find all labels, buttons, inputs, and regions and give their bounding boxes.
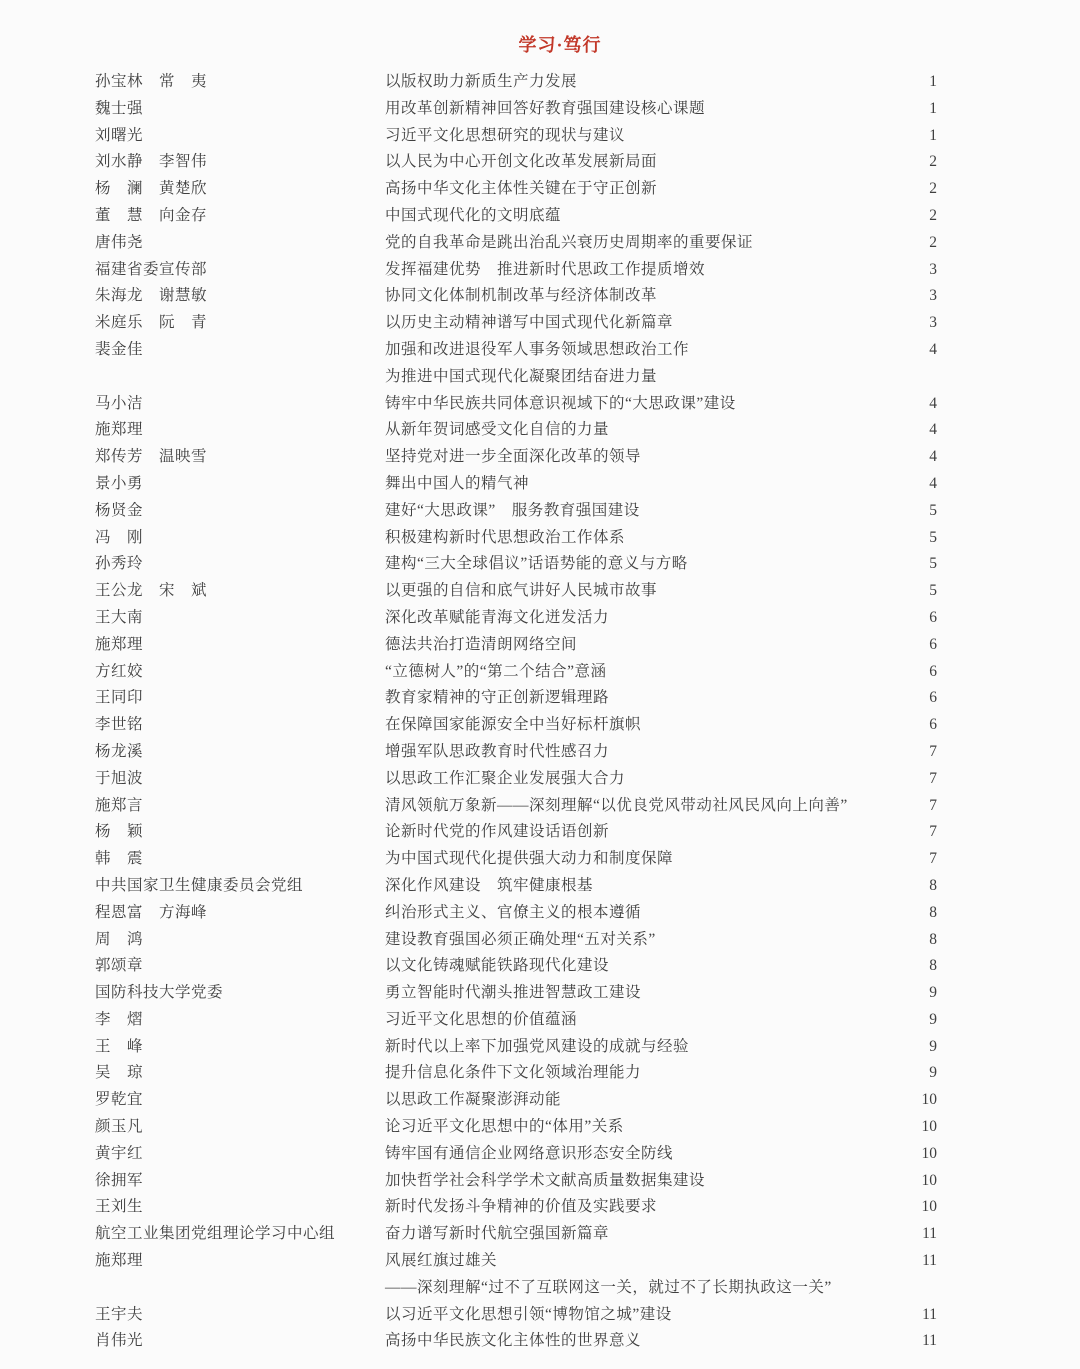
entry-page-number: 5 bbox=[929, 555, 937, 573]
entry-authors: 杨 澜 黄楚欣 bbox=[95, 180, 208, 198]
entry-title bbox=[385, 417, 891, 444]
entry-authors: 郭颂章 bbox=[95, 957, 144, 975]
entry-page-number: 10 bbox=[921, 1091, 937, 1109]
article-title-line: 深化作风建设 筑牢健康根基 bbox=[385, 876, 594, 894]
toc-entry bbox=[95, 980, 937, 1007]
entry-page-number: 10 bbox=[921, 1171, 937, 1189]
article-title-line: 为推进中国式现代化凝聚团结奋进力量 bbox=[385, 367, 658, 385]
article-title-line: 以思政工作凝聚澎湃动能 bbox=[385, 1091, 562, 1109]
toc-entry bbox=[95, 310, 937, 337]
entry-page-number: 9 bbox=[929, 984, 937, 1002]
entry-page-number: 7 bbox=[929, 742, 937, 760]
entry-page-number: 4 bbox=[929, 340, 937, 358]
toc-entry bbox=[95, 337, 937, 391]
article-title-line: 勇立智能时代潮头推进智慧政工建设 bbox=[385, 984, 642, 1002]
toc-entry bbox=[95, 578, 937, 605]
entry-authors: 罗乾宜 bbox=[95, 1091, 144, 1109]
toc-entry bbox=[95, 525, 937, 552]
toc-entry bbox=[95, 605, 937, 632]
entry-authors: 杨贤金 bbox=[95, 501, 144, 519]
entry-page-number: 10 bbox=[921, 1198, 937, 1216]
entry-authors: 福建省委宣传部 bbox=[95, 260, 208, 278]
article-title-line: 以文化铸魂赋能铁路现代化建设 bbox=[385, 957, 610, 975]
entry-title bbox=[385, 605, 891, 632]
toc-entry bbox=[95, 1007, 937, 1034]
article-title-line: 增强军队思政教育时代性感召力 bbox=[385, 742, 610, 760]
entry-authors: 施郑言 bbox=[95, 796, 144, 814]
entry-page-number: 10 bbox=[921, 1118, 937, 1136]
entry-authors: 中共国家卫生健康委员会党组 bbox=[95, 876, 304, 894]
article-title-line: ——深刻理解“过不了互联网这一关，就过不了长期执政这一关” bbox=[385, 1278, 832, 1296]
entry-authors: 魏士强 bbox=[95, 99, 144, 117]
toc-entry bbox=[95, 203, 937, 230]
entry-authors: 王公龙 宋 斌 bbox=[95, 582, 208, 600]
article-title-line: 深化改革赋能青海文化迸发活力 bbox=[385, 608, 610, 626]
article-title-line: 铸牢国有通信企业网络意识形态安全防线 bbox=[385, 1144, 674, 1162]
entry-page-number: 3 bbox=[929, 260, 937, 278]
article-title-line: 高扬中华民族文化主体性的世界意义 bbox=[385, 1332, 642, 1350]
entry-title bbox=[385, 498, 891, 525]
entry-authors: 程恩富 方海峰 bbox=[95, 903, 208, 921]
toc-entry bbox=[95, 551, 937, 578]
article-title-line: 加快哲学社会科学学术文献高质量数据集建设 bbox=[385, 1171, 706, 1189]
toc-entry bbox=[95, 498, 937, 525]
entry-authors: 施郑理 bbox=[95, 421, 144, 439]
article-title-line: 在保障国家能源安全中当好标杆旗帜 bbox=[385, 716, 642, 734]
entry-authors: 肖伟光 bbox=[95, 1332, 144, 1350]
section-title: 学习·笃行 bbox=[518, 35, 602, 55]
entry-page-number: 9 bbox=[929, 1037, 937, 1055]
entry-page-number: 7 bbox=[929, 850, 937, 868]
toc-entry bbox=[95, 659, 937, 686]
article-title-line: 以人民为中心开创文化改革发展新局面 bbox=[385, 153, 658, 171]
entry-authors: 李世铭 bbox=[95, 716, 144, 734]
entry-authors: 杨龙溪 bbox=[95, 742, 144, 760]
entry-authors: 于旭波 bbox=[95, 769, 144, 787]
article-title-line: 以版权助力新质生产力发展 bbox=[385, 73, 578, 90]
article-title-line: 坚持党对进一步全面深化改革的领导 bbox=[385, 448, 642, 466]
article-title-line: 用改革创新精神回答好教育强国建设核心课题 bbox=[385, 99, 706, 117]
article-title-line: 以习近平文化思想引领“博物馆之城”建设 bbox=[385, 1305, 672, 1323]
entry-page-number: 8 bbox=[929, 957, 937, 975]
toc-entry bbox=[95, 123, 937, 150]
entry-authors: 方红姣 bbox=[95, 662, 144, 680]
entry-page-number: 8 bbox=[929, 903, 937, 921]
entry-title bbox=[385, 659, 891, 686]
entry-authors: 王刘生 bbox=[95, 1198, 144, 1216]
toc-entry bbox=[95, 1060, 937, 1087]
entry-title bbox=[385, 819, 891, 846]
toc-entry bbox=[95, 1302, 937, 1329]
toc-entry bbox=[95, 766, 937, 793]
entry-title bbox=[385, 551, 891, 578]
entry-title bbox=[385, 712, 891, 739]
toc-entry bbox=[95, 739, 937, 766]
entry-page-number: 8 bbox=[929, 930, 937, 948]
entry-authors: 颜玉凡 bbox=[95, 1118, 144, 1136]
entry-title bbox=[385, 391, 891, 418]
entry-authors: 唐伟尧 bbox=[95, 233, 144, 251]
article-title-line: 纠治形式主义、官僚主义的根本遵循 bbox=[385, 903, 642, 921]
entry-title bbox=[385, 1114, 891, 1141]
article-title-line: 从新年贺词感受文化自信的力量 bbox=[385, 421, 610, 439]
entry-page-number: 3 bbox=[929, 287, 937, 305]
article-title-line: 教育家精神的守正创新逻辑理路 bbox=[385, 689, 610, 707]
toc-entry bbox=[95, 176, 937, 203]
entry-title bbox=[385, 873, 891, 900]
article-title-line: 论新时代党的作风建设话语创新 bbox=[385, 823, 610, 841]
article-title-line: 中国式现代化的文明底蕴 bbox=[385, 206, 562, 224]
article-title-line: 以历史主动精神谱写中国式现代化新篇章 bbox=[385, 314, 674, 332]
entry-authors: 刘曙光 bbox=[95, 126, 144, 144]
article-title-line: 党的自我革命是跳出治乱兴衰历史周期率的重要保证 bbox=[385, 233, 754, 251]
toc-entry bbox=[95, 69, 937, 96]
entry-title bbox=[385, 310, 891, 337]
entry-page-number: 11 bbox=[922, 1305, 937, 1323]
entry-page-number: 4 bbox=[929, 474, 937, 492]
toc-entry bbox=[95, 846, 937, 873]
entry-page-number: 3 bbox=[929, 314, 937, 332]
toc-entry bbox=[95, 712, 937, 739]
entry-page-number: 6 bbox=[929, 608, 937, 626]
entry-title bbox=[385, 1194, 891, 1221]
entry-authors: 王同印 bbox=[95, 689, 144, 707]
toc-entry bbox=[95, 927, 937, 954]
toc-entry bbox=[95, 953, 937, 980]
toc-entry bbox=[95, 1194, 937, 1221]
toc-entry bbox=[95, 685, 937, 712]
entry-authors: 国防科技大学党委 bbox=[95, 984, 224, 1002]
entry-page-number: 5 bbox=[929, 501, 937, 519]
entry-title bbox=[385, 1221, 891, 1248]
entry-authors: 郑传芳 温映雪 bbox=[95, 448, 208, 466]
entry-title bbox=[385, 953, 891, 980]
entry-title bbox=[385, 578, 891, 605]
toc-entry bbox=[95, 96, 937, 123]
entry-authors: 施郑理 bbox=[95, 1252, 144, 1270]
article-title-line: 铸牢中华民族共同体意识视域下的“大思政课”建设 bbox=[385, 394, 736, 412]
toc-entry bbox=[95, 1114, 937, 1141]
entry-title bbox=[385, 230, 891, 257]
toc-entry bbox=[95, 417, 937, 444]
article-title-line: 提升信息化条件下文化领域治理能力 bbox=[385, 1064, 642, 1082]
toc-entry bbox=[95, 873, 937, 900]
entry-page-number: 1 bbox=[929, 126, 937, 144]
article-title-line: 习近平文化思想研究的现状与建议 bbox=[385, 126, 626, 144]
toc-entry bbox=[95, 283, 937, 310]
entry-page-number: 7 bbox=[929, 796, 937, 814]
entry-authors: 周 鸿 bbox=[95, 930, 144, 948]
entry-page-number: 5 bbox=[929, 528, 937, 546]
entry-title bbox=[385, 283, 891, 310]
article-title-line: 德法共治打造清朗网络空间 bbox=[385, 635, 578, 653]
entry-title bbox=[385, 69, 891, 96]
entry-authors: 景小勇 bbox=[95, 474, 144, 492]
entry-page-number: 6 bbox=[929, 662, 937, 680]
entry-authors: 徐拥军 bbox=[95, 1171, 144, 1189]
entry-authors: 马小洁 bbox=[95, 394, 144, 412]
entry-authors: 李 熠 bbox=[95, 1010, 144, 1028]
entry-authors: 冯 刚 bbox=[95, 528, 144, 546]
article-title-line: 习近平文化思想的价值蕴涵 bbox=[385, 1010, 578, 1028]
toc-entry bbox=[95, 471, 937, 498]
toc-entry bbox=[95, 793, 937, 820]
entry-page-number: 2 bbox=[929, 153, 937, 171]
entry-page-number: 9 bbox=[929, 1010, 937, 1028]
article-title-line: 新时代以上率下加强党风建设的成就与经验 bbox=[385, 1037, 690, 1055]
entry-authors: 孙秀玲 bbox=[95, 555, 144, 573]
entry-page-number: 6 bbox=[929, 635, 937, 653]
entry-page-number: 4 bbox=[929, 421, 937, 439]
article-title-line: 以更强的自信和底气讲好人民城市故事 bbox=[385, 582, 658, 600]
entry-title bbox=[385, 927, 891, 954]
entry-title bbox=[385, 149, 891, 176]
toc-entry bbox=[95, 1034, 937, 1061]
entry-authors: 王宇夫 bbox=[95, 1305, 144, 1323]
toc-entry bbox=[95, 900, 937, 927]
entry-authors: 孙宝林 常 夷 bbox=[95, 73, 208, 90]
article-title-line: 舞出中国人的精气神 bbox=[385, 474, 530, 492]
entry-page-number: 5 bbox=[929, 582, 937, 600]
entry-authors: 航空工业集团党组理论学习中心组 bbox=[95, 1225, 336, 1243]
toc-entry bbox=[95, 1087, 937, 1114]
entry-authors: 施郑理 bbox=[95, 635, 144, 653]
toc-entry bbox=[95, 819, 937, 846]
article-title-line: 为中国式现代化提供强大动力和制度保障 bbox=[385, 850, 674, 868]
entry-title bbox=[385, 257, 891, 284]
entry-page-number: 6 bbox=[929, 689, 937, 707]
entry-title bbox=[385, 632, 891, 659]
toc-entry bbox=[95, 1168, 937, 1195]
entry-page-number: 11 bbox=[922, 1225, 937, 1243]
entry-page-number: 4 bbox=[929, 448, 937, 466]
entry-title bbox=[385, 793, 891, 820]
entry-title bbox=[385, 1060, 891, 1087]
entry-title bbox=[385, 1007, 891, 1034]
entry-authors: 刘水静 李智伟 bbox=[95, 153, 208, 171]
entry-page-number: 8 bbox=[929, 876, 937, 894]
entry-page-number: 4 bbox=[929, 394, 937, 412]
entry-title bbox=[385, 900, 891, 927]
toc-entry bbox=[95, 149, 937, 176]
entry-page-number: 2 bbox=[929, 206, 937, 224]
article-title-line: 建设教育强国必须正确处理“五对关系” bbox=[385, 930, 656, 948]
entry-title bbox=[385, 203, 891, 230]
entry-page-number: 1 bbox=[929, 73, 937, 90]
article-title-line: 加强和改进退役军人事务领域思想政治工作 bbox=[385, 340, 690, 358]
entry-title bbox=[385, 525, 891, 552]
article-title-line: 建好“大思政课” 服务教育强国建设 bbox=[385, 501, 640, 519]
entry-authors: 米庭乐 阮 青 bbox=[95, 314, 208, 332]
entry-authors: 黄宇红 bbox=[95, 1144, 144, 1162]
article-title-line: 奋力谱写新时代航空强国新篇章 bbox=[385, 1225, 610, 1243]
article-title-line: 新时代发扬斗争精神的价值及实践要求 bbox=[385, 1198, 658, 1216]
entry-page-number: 10 bbox=[921, 1144, 937, 1162]
entry-title bbox=[385, 766, 891, 793]
toc-entry bbox=[95, 257, 937, 284]
toc-entry bbox=[95, 1141, 937, 1168]
entry-authors: 杨 颖 bbox=[95, 823, 144, 841]
article-title-line: 风展红旗过雄关 bbox=[385, 1252, 498, 1270]
entry-title bbox=[385, 1248, 891, 1302]
entry-authors: 朱海龙 谢慧敏 bbox=[95, 287, 208, 305]
entry-page-number: 11 bbox=[922, 1252, 937, 1270]
toc-list bbox=[0, 69, 1080, 1355]
entry-title bbox=[385, 444, 891, 471]
toc-entry bbox=[95, 1248, 937, 1302]
entry-title bbox=[385, 176, 891, 203]
toc-entry bbox=[95, 391, 937, 418]
entry-page-number: 1 bbox=[929, 99, 937, 117]
entry-title bbox=[385, 1141, 891, 1168]
entry-title bbox=[385, 1302, 891, 1329]
entry-title bbox=[385, 1034, 891, 1061]
article-title-line: 协同文化体制机制改革与经济体制改革 bbox=[385, 287, 658, 305]
entry-page-number: 2 bbox=[929, 233, 937, 251]
entry-authors: 裴金佳 bbox=[95, 340, 144, 358]
entry-title bbox=[385, 1168, 891, 1195]
entry-title bbox=[385, 123, 891, 150]
entry-authors: 王 峰 bbox=[95, 1037, 144, 1055]
entry-title bbox=[385, 337, 891, 391]
entry-title bbox=[385, 739, 891, 766]
article-title-line: 高扬中华文化主体性关键在于守正创新 bbox=[385, 180, 658, 198]
article-title-line: 清风领航万象新——深刻理解“以优良党风带动社风民风向上向善” bbox=[385, 796, 848, 814]
toc-entry bbox=[95, 230, 937, 257]
entry-authors: 吴 琼 bbox=[95, 1064, 144, 1082]
article-title-line: “立德树人”的“第二个结合”意涵 bbox=[385, 662, 607, 680]
toc-entry bbox=[95, 1328, 937, 1355]
entry-authors: 董 慧 向金存 bbox=[95, 206, 208, 224]
article-title-line: 积极建构新时代思想政治工作体系 bbox=[385, 528, 626, 546]
toc-entry bbox=[95, 632, 937, 659]
entry-title bbox=[385, 980, 891, 1007]
entry-title bbox=[385, 846, 891, 873]
entry-title bbox=[385, 96, 891, 123]
entry-title bbox=[385, 685, 891, 712]
toc-entry bbox=[95, 444, 937, 471]
entry-page-number: 9 bbox=[929, 1064, 937, 1082]
toc-entry bbox=[95, 1221, 937, 1248]
entry-page-number: 2 bbox=[929, 180, 937, 198]
entry-page-number: 7 bbox=[929, 823, 937, 841]
entry-authors: 韩 震 bbox=[95, 850, 144, 868]
entry-authors: 王大南 bbox=[95, 608, 144, 626]
entry-page-number: 11 bbox=[922, 1332, 937, 1350]
article-title-line: 发挥福建优势 推进新时代思政工作提质增效 bbox=[385, 260, 706, 278]
article-title-line: 建构“三大全球倡议”话语势能的意义与方略 bbox=[385, 555, 688, 573]
article-title-line: 论习近平文化思想中的“体用”关系 bbox=[385, 1118, 624, 1136]
article-title-line: 以思政工作汇聚企业发展强大合力 bbox=[385, 769, 626, 787]
entry-page-number: 7 bbox=[929, 769, 937, 787]
entry-title bbox=[385, 471, 891, 498]
entry-page-number: 6 bbox=[929, 716, 937, 734]
entry-title bbox=[385, 1328, 891, 1355]
entry-title bbox=[385, 1087, 891, 1114]
